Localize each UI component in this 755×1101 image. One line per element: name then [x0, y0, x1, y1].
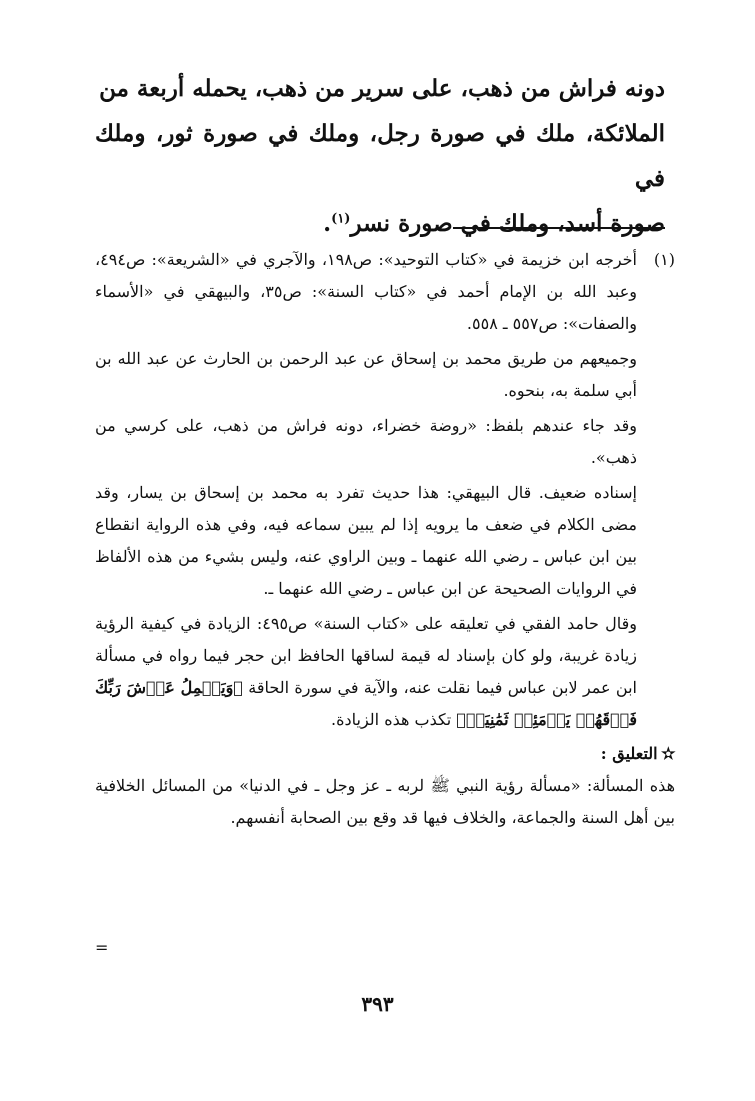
- footnote-reference: (١): [331, 211, 351, 227]
- footnote-body: [95, 244, 637, 736]
- footnote-paragraph: أخرجه ابن خزيمة في «كتاب التوحيد»: ص١٩٨، والآجري في «الشريعة»: ص٤٩٤، وعبد الله بن الإمام أحمد في «كتاب السنة»: ص٣٥، والبيهقي في «الأسماء والصفات»: ص٥٥٧ ـ ٥٥٨.: [95, 250, 638, 333]
- page-number: ٣٩٣: [361, 992, 394, 1016]
- footnote-separator: [453, 227, 665, 229]
- footnote-1: [95, 244, 675, 736]
- main-text-line-last-text: صورة أسد، وملك في صورة نسر: [350, 210, 665, 237]
- comment-text: هذه المسألة: «مسألة رؤية النبي ﷺ لربه ـ عز وجل ـ في الدنيا» من المسائل الخلافية بين أهل السنة والجماعة، والخلاف فيها قد وقع بين الصحابة أنفسهم.: [95, 776, 675, 827]
- comment-heading-label: التعليق :: [600, 744, 658, 763]
- footnote-paragraph: وجميعهم من طريق محمد بن إسحاق عن عبد الرحمن بن الحارث عن عبد الله بن أبي سلمة به، بنحوه.: [95, 349, 637, 400]
- footnotes: [95, 244, 675, 834]
- continuation-mark: =: [95, 938, 109, 957]
- main-text-line-last: [95, 201, 665, 246]
- footnote-paragraph-faqi: [95, 608, 637, 736]
- comment-heading: [95, 738, 675, 770]
- star-icon: ✫: [661, 744, 675, 763]
- footnote-paragraph: إسناده ضعيف. قال البيهقي: هذا حديث تفرد به محمد بن إسحاق بن يسار، وقد مضى الكلام في ضعف ما يرويه إذا لم يبين سماعه فيه، وفي هذه الرواية انقطاع بين ابن عباس ـ رضي الله عنهما ـ وبين الراوي عنه، وليس بشيء من هذه الألفاظ في الروايات الصحيحة عن ابن عباس ـ رضي الله عنهما ـ.: [95, 483, 637, 598]
- main-text-end-period: .: [323, 210, 332, 237]
- main-text: [95, 66, 665, 246]
- footnote-paragraph: وقد جاء عندهم بلفظ: «روضة خضراء، دونه فراش من ذهب، على كرسي من ذهب».: [95, 416, 637, 467]
- faqi-text-end: تكذب هذه الزيادة.: [331, 710, 452, 729]
- quran-verse: ﴿وَيَحۡمِلُ عَرۡشَ رَبِّكَ فَوۡقَهُمۡ يَوۡمَئِذٖ ثَمَٰنِيَةٞ﴾: [95, 678, 637, 729]
- main-text-line: الملائكة، ملك في صورة رجل، وملك في صورة ثور، وملك في: [95, 120, 665, 192]
- footnote-number: (١): [653, 250, 675, 269]
- faqi-text: وقال حامد الفقي في تعليقه على «كتاب السنة» ص٤٩٥: الزيادة في كيفية الرؤية زيادة غريبة، ولو كان بإسناد له قيمة لساقها الحافظ ابن حجر فيما رواه في مسألة ابن عمر لابن عباس فيما نقلت عنه، والآية في سورة الحاقة: [95, 614, 637, 697]
- main-text-line: دونه فراش من ذهب، على سرير من ذهب، يحمله أربعة من: [99, 75, 665, 102]
